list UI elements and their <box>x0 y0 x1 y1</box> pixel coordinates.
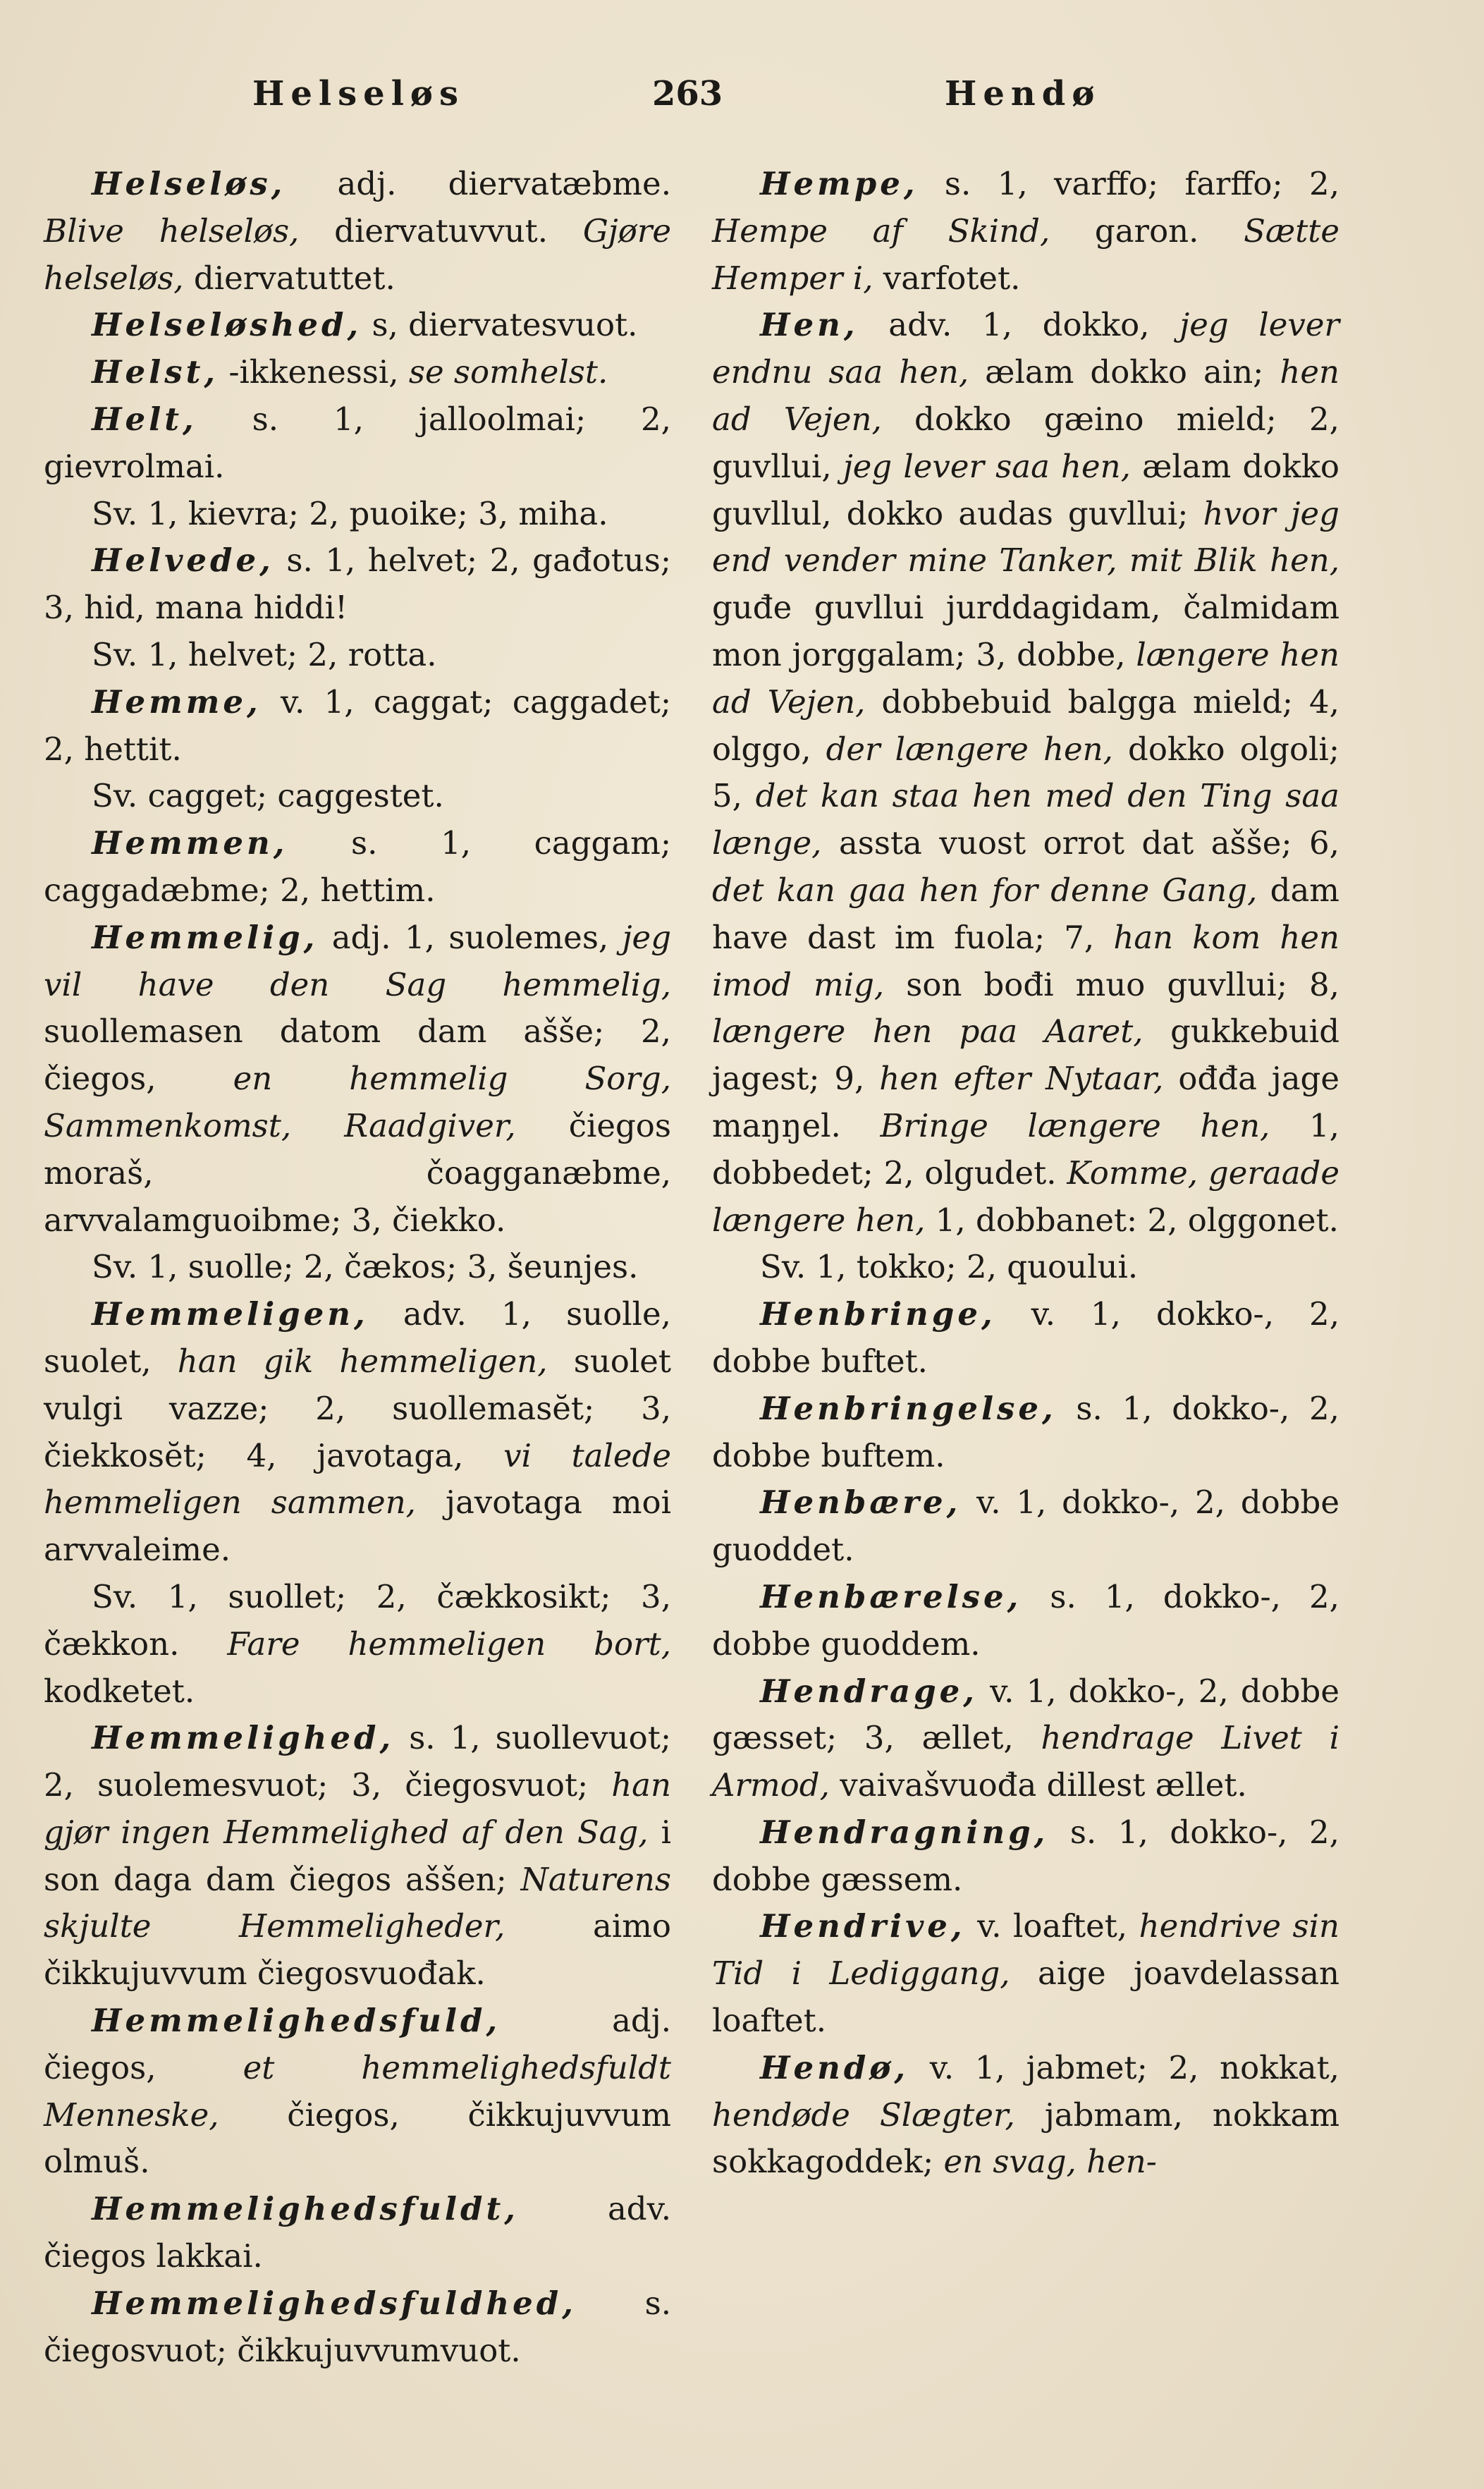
entry-text: adj. diervatæbme. <box>286 165 671 202</box>
dictionary-entry <box>44 2186 671 2280</box>
entry-text: v. 1, caggat; caggadet; 2, hettit. <box>44 683 671 768</box>
dictionary-entry <box>44 302 671 349</box>
right-guide-word: Hendø <box>945 74 1101 114</box>
headword: Hemmelig, <box>92 918 319 956</box>
dictionary-entry <box>44 679 671 773</box>
dictionary-entry <box>44 1715 671 1998</box>
dictionary-entry <box>712 2045 1339 2186</box>
entry-text: s, diervatesvuot. <box>362 306 638 344</box>
entry-text: vaivašvuođa dillest ællet. <box>829 1766 1247 1804</box>
dictionary-entry <box>44 632 671 679</box>
entry-text: s. 1, dokko-, 2, dobbe buftem. <box>712 1389 1339 1474</box>
example-phrase: det kan gaa hen for denne Gang, <box>712 871 1258 909</box>
entry-text: čiegos moraš, čoagganæbme, arvvalamguoibme; 3, čiekko. <box>44 1106 671 1239</box>
page-header <box>0 74 1484 137</box>
left-guide-word: Helseløs <box>252 74 465 114</box>
example-phrase: Hempe af Skind, <box>712 212 1050 250</box>
entry-text: i son daga dam čiegos aššen; <box>44 1813 672 1898</box>
dictionary-entry <box>44 1244 671 1291</box>
dictionary-entry <box>712 1386 1339 1480</box>
entry-text: guđe guvllui jurddagidam, čalmidam mon jorggalam; 3, dobbe, <box>712 589 1339 673</box>
entry-text: s. čiegosvuot; čikkujuvvumvuot. <box>44 2284 671 2369</box>
example-phrase: se somhelst. <box>408 353 608 391</box>
entry-text: ælam dokko guvllul, dokko audas guvllui; <box>712 447 1339 532</box>
entry-text: s. 1, caggam; caggadæbme; 2, hettim. <box>44 824 671 909</box>
entry-text: Sv. cagget; caggestet. <box>92 777 444 815</box>
entry-text: 1, dobbanet: 2, olggonet. <box>925 1201 1339 1239</box>
entry-text: adv. 1, dokko, <box>858 306 1180 344</box>
example-phrase: længere hen paa Aaret, <box>712 1013 1143 1051</box>
right-column <box>712 161 1339 2186</box>
entry-text: suollemasen datom dam ašše; 2, čiegos, <box>44 1013 671 1098</box>
entry-text: javotaga moi arvvaleime. <box>44 1484 671 1569</box>
example-phrase: Blive helseløs, <box>44 212 300 250</box>
example-phrase: jeg lever saa hen, <box>842 447 1131 485</box>
entry-text: Sv. 1, tokko; 2, quoului. <box>760 1248 1139 1286</box>
entry-text: varfotet. <box>873 259 1021 297</box>
dictionary-entry <box>712 1668 1339 1809</box>
headword: Hendragning, <box>760 1813 1049 1851</box>
example-phrase: hen ad Vejen, <box>712 353 1339 438</box>
entry-text: jabmam, nokkam sokkagoddek; <box>712 2096 1339 2181</box>
headword: Hemmelighedsfuld, <box>92 2002 501 2040</box>
entry-text: v. 1, dokko-, 2, dobbe gæsset; 3, ællet, <box>712 1672 1339 1757</box>
headword: Henbringe, <box>760 1295 996 1333</box>
example-phrase: der længere hen, <box>826 730 1113 768</box>
left-column <box>44 161 671 2374</box>
entry-text: adj. 1, suolemes, <box>318 918 623 956</box>
entry-text: Sv. 1, helvet; 2, rotta. <box>92 635 437 673</box>
example-phrase: Naturens skjulte Hemmeligheder, <box>44 1860 671 1945</box>
entry-text: v. 1, jabmet; 2, nokkat, <box>909 2048 1339 2086</box>
dictionary-entry <box>712 1291 1339 1386</box>
entry-text: Sv. 1, suolle; 2, čækos; 3, šeunjes. <box>92 1248 639 1286</box>
headword: Hendrage, <box>760 1672 978 1710</box>
entry-text: diervatuttet. <box>183 259 395 297</box>
entry-text: dokko gæino mield; 2, guvllui, <box>712 400 1339 485</box>
entry-text: s. 1, varffo; farffo; 2, <box>918 165 1339 202</box>
example-phrase: han kom hen imod mig, <box>712 918 1340 1003</box>
headword: Helst, <box>92 353 219 391</box>
example-phrase: Gjøre helseløs, <box>44 212 671 297</box>
headword: Helt, <box>92 400 197 438</box>
dictionary-entry <box>44 2280 671 2375</box>
entry-text: dokko olgoli; 5, <box>712 730 1339 815</box>
dictionary-entry <box>44 773 671 820</box>
headword: Hemmelighed, <box>92 1719 395 1757</box>
entry-text: adv. 1, suolle, suolet, <box>44 1295 671 1380</box>
headword: Helseløshed, <box>92 306 362 344</box>
headword: Hen, <box>760 306 859 344</box>
example-phrase: jeg vil have den Sag hemmelig, <box>44 918 671 1003</box>
example-phrase: Bringe længere hen, <box>880 1106 1270 1144</box>
entry-text: s. 1, dokko-, 2, dobbe guoddem. <box>712 1577 1339 1663</box>
entry-text: dam have dast im fuola; 7, <box>712 871 1339 956</box>
example-phrase: vi talede hemmeligen sammen, <box>44 1436 671 1522</box>
entry-text: son bođi muo guvllui; 8, <box>884 965 1339 1003</box>
entry-text: 1, dobbedet; 2, olgudet. <box>712 1106 1339 1192</box>
headword: Hemmelighedsfuldhed, <box>92 2284 577 2322</box>
headword: Helvede, <box>92 542 274 580</box>
page-number: 263 <box>652 74 723 114</box>
entry-text: ælam dokko ain; <box>969 353 1280 391</box>
entry-text: gukkebuid jagest; 9, <box>712 1013 1340 1098</box>
example-phrase: længere hen ad Vejen, <box>712 635 1339 721</box>
entry-text: suolet vulgi vazze; 2, suollemasĕt; 3, čiekkosĕt; 4, javotaga, <box>44 1342 671 1474</box>
dictionary-entry <box>44 1998 671 2186</box>
example-phrase: hen efter Nytaar, <box>879 1060 1164 1098</box>
entry-text: s. 1, dokko-, 2, dobbe gæssem. <box>712 1813 1339 1898</box>
dictionary-entry <box>712 1244 1339 1291</box>
dictionary-entry <box>712 161 1339 302</box>
dictionary-entry <box>712 302 1339 1244</box>
entry-text: garon. <box>1050 212 1244 250</box>
headword: Henbringelse, <box>760 1389 1057 1427</box>
entry-text: aimo čikkujuvvum čiegosvuođak. <box>44 1907 671 1993</box>
entry-text: v. 1, dokko-, 2, dobbe guoddet. <box>712 1484 1339 1569</box>
headword: Helseløs, <box>92 165 286 202</box>
example-phrase: han gik hemmeligen, <box>177 1342 548 1380</box>
example-phrase: hvor jeg end vender mine Tanker, mit Blik hen, <box>712 494 1339 580</box>
entry-text: v. 1, dokko-, 2, dobbe buftet. <box>712 1295 1339 1380</box>
dictionary-entry <box>44 161 671 302</box>
example-phrase: en svag, hen- <box>943 2143 1157 2181</box>
entry-text: kodketet. <box>44 1672 195 1710</box>
example-phrase: det kan staa hen med den Ting saa længe, <box>712 777 1339 862</box>
entry-text: s. 1, suollevuot; 2, suolemesvuot; 3, čiegosvuot; <box>44 1719 671 1804</box>
entry-text: s. 1, helvet; 2, gađotus; 3, hid, mana hiddi! <box>44 542 671 627</box>
headword: Hendø, <box>760 2048 909 2086</box>
entry-text: s. 1, jalloolmai; 2, gievrolmai. <box>44 400 671 485</box>
entry-text: Sv. 1, kievra; 2, puoike; 3, miha. <box>92 494 608 532</box>
headword: Hemmeligen, <box>92 1295 369 1333</box>
example-phrase: jeg lever endnu saa hen, <box>712 306 1339 391</box>
dictionary-entry <box>44 820 671 915</box>
headword: Henbære, <box>760 1484 962 1522</box>
dictionary-entry <box>44 349 671 396</box>
example-phrase: et hemmelighedsfuldt Menneske, <box>44 2048 671 2134</box>
headword: Henbærelse, <box>760 1577 1022 1615</box>
headword: Hemmen, <box>92 824 288 862</box>
headword: Hendrive, <box>760 1907 966 1945</box>
entry-text: diervatuvvut. <box>299 212 583 250</box>
dictionary-entry <box>44 396 671 491</box>
dictionary-entry <box>44 491 671 538</box>
headword: Hemmelighedsfuldt, <box>92 2190 519 2228</box>
entry-text: Sv. 1, suollet; 2, čækkosikt; 3, čækkon. <box>44 1577 671 1663</box>
example-phrase: Sætte Hemper i, <box>712 212 1339 297</box>
example-phrase: hendøde Slægter, <box>712 2096 1015 2134</box>
dictionary-entry <box>712 1479 1339 1574</box>
entry-text: assta vuost orrot dat ašše; 6, <box>821 824 1339 862</box>
entry-text: adv. čiegos lakkai. <box>44 2190 671 2275</box>
dictionary-entry <box>44 1291 671 1574</box>
example-phrase: han gjør ingen Hemmelighed af den Sag, <box>44 1766 671 1851</box>
dictionary-entry <box>712 1574 1339 1668</box>
dictionary-entry <box>44 1574 671 1715</box>
dictionary-entry <box>44 537 671 632</box>
entry-text: dobbebuid balgga mield; 4, olggo, <box>712 683 1339 768</box>
example-phrase: Komme, geraade længere hen, <box>712 1154 1339 1239</box>
entry-text: aige joavdelassan loaftet. <box>712 1955 1339 2040</box>
example-phrase: en hemmelig Sorg, Sammenkomst, Raadgiver, <box>44 1060 671 1144</box>
entry-text: adj. čiegos, <box>44 2002 671 2086</box>
example-phrase: hendrage Livet i Armod, <box>712 1719 1339 1804</box>
dictionary-entry <box>712 1903 1339 2044</box>
example-phrase: Fare hemmeligen bort, <box>227 1625 672 1663</box>
entry-text: -ikkenessi, <box>219 353 409 391</box>
entry-text: ođđa jage maŋŋel. <box>712 1060 1339 1144</box>
entry-text: čiegos, čikkujuvvum olmuš. <box>44 2096 671 2181</box>
dictionary-entry <box>44 915 671 1244</box>
example-phrase: hendrive sin Tid i Lediggang, <box>712 1907 1339 1993</box>
headword: Hemme, <box>92 683 262 721</box>
dictionary-entry <box>712 1809 1339 1904</box>
headword: Hempe, <box>760 165 919 202</box>
entry-text: v. loaftet, <box>965 1907 1139 1945</box>
